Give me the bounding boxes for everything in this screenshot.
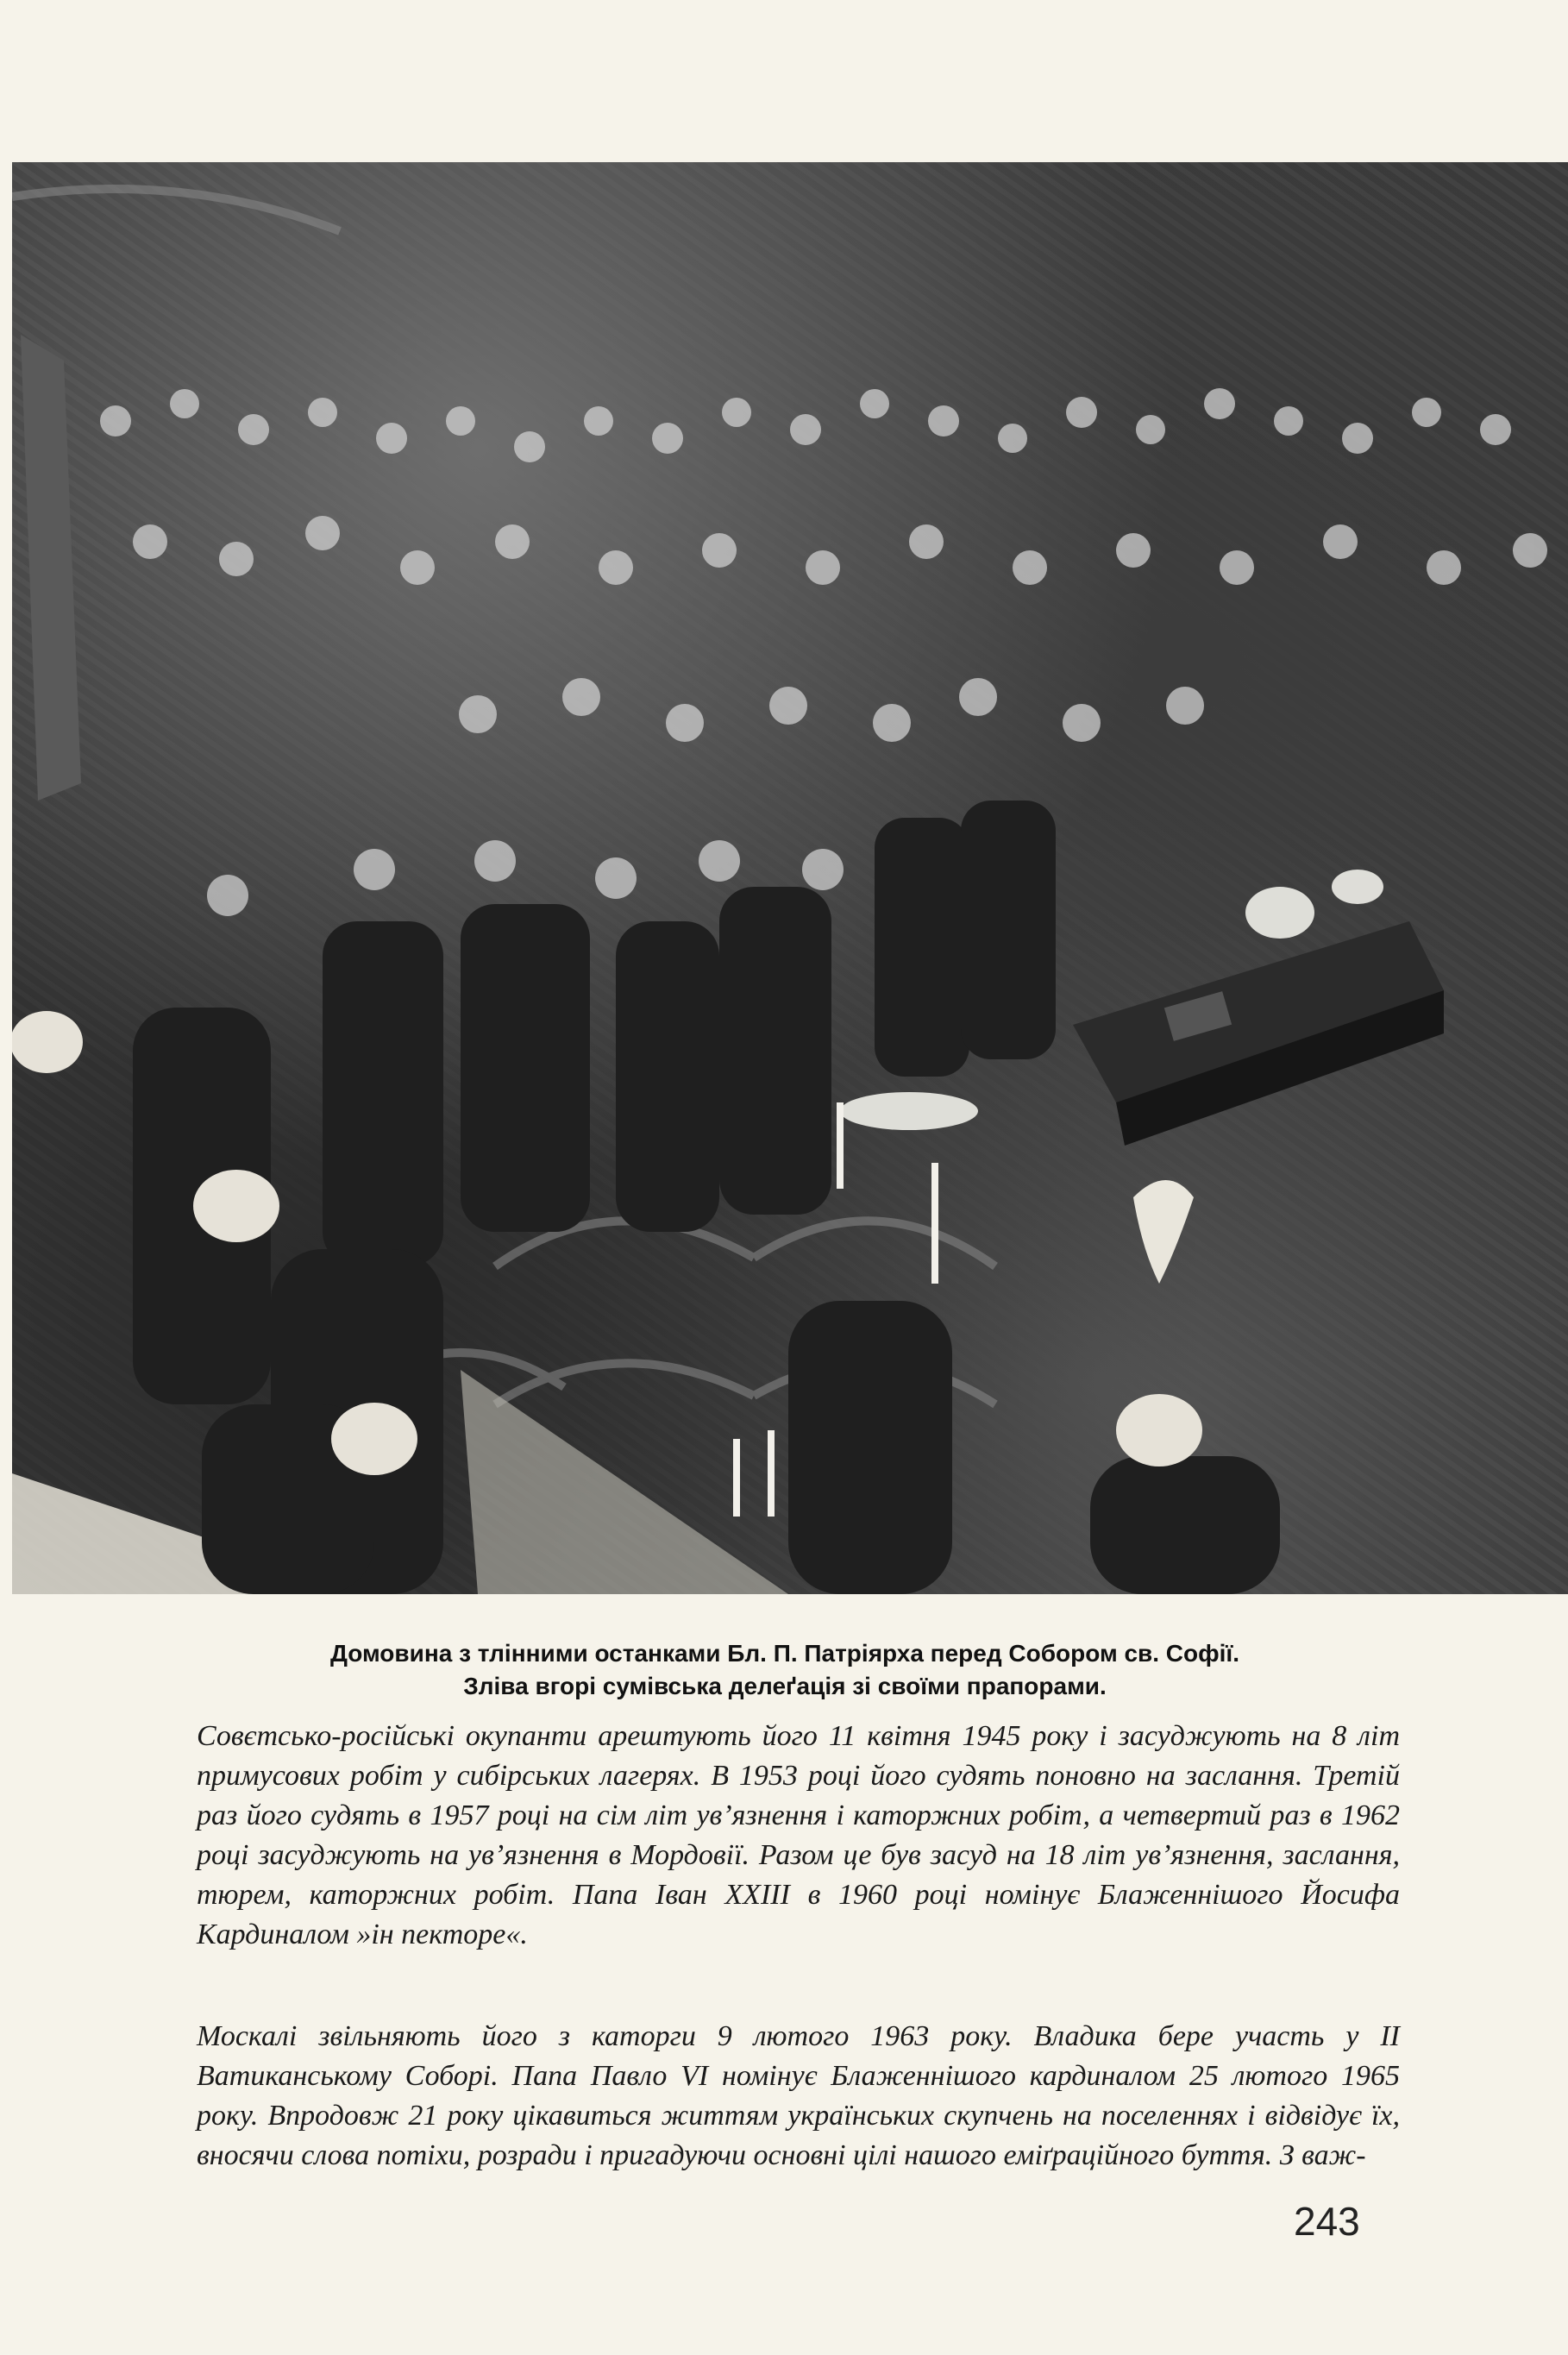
body-paragraph-1: Совєтсько-російські окупанти арештують його 11 квітня 1945 року і засуджують на 8 літ примусових робіт у сибірських лагерях. В 1953 році його судять поновно на заслання. Третій раз його судять в 1957 році на сім літ ув’язнення і каторжних робіт, а четвертий раз в 1962 році засуджують на ув’язнення в Мордовії. Разом це був засуд на 18 літ ув’язнення, заслання, тюрем, каторжних робіт. Папа Іван XXIII в 1960 році номінує Блаженнішого Йосифа Кардиналом »ін пекторе«. — [197, 1720, 1400, 1950]
photo-caption — [138, 1637, 1432, 1703]
caption-line-1: Домовина з тлінними останками Бл. П. Патріярха перед Собором св. Софії. — [329, 1640, 1240, 1667]
page-number: 243 — [1294, 2199, 1360, 2244]
funeral-photograph — [12, 162, 1568, 1594]
caption-line-2: Зліва вгорі сумівська делеґація зі своїми прапорами. — [463, 1673, 1107, 1699]
photo-illustration — [12, 162, 1568, 1594]
body-paragraph-2: Москалі звільняють його з каторги 9 лютого 1963 року. Владика бере участь у II Ватиканському Соборі. Папа Павло VI номінує Блаженнішого кардиналом 25 лютого 1965 року. Впродовж 21 року цікавиться життям українських скупчень на поселеннях і відвідує їх, вносячи слова потіхи, розради і пригадуючи основні цілі нашого еміґраційного буття. З важ- — [197, 2020, 1400, 2171]
